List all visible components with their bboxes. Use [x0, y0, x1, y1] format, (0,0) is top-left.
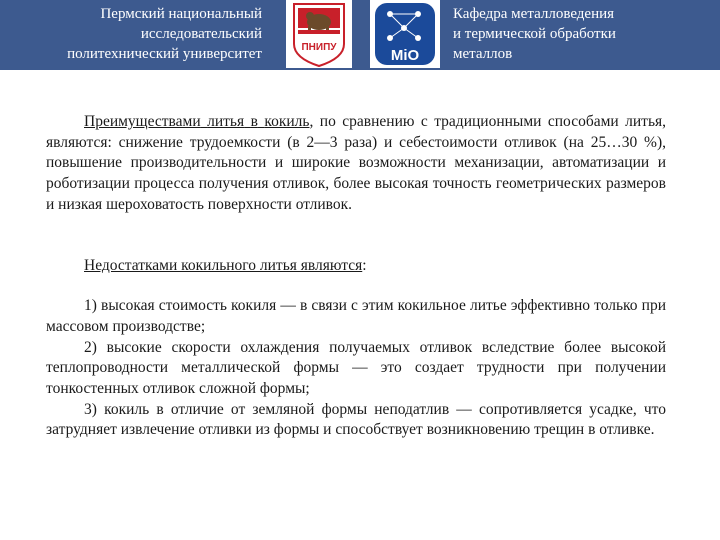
advantages-term-3: в [250, 113, 258, 130]
advantages-term-1: Преимуществами [84, 113, 201, 130]
advantages-term-4: кокиль [264, 113, 310, 130]
disadvantages-heading [46, 256, 666, 277]
department-name [453, 4, 713, 64]
department-name-line: Кафедра металловедения [453, 6, 615, 22]
university-name [0, 4, 262, 64]
slide-body [46, 112, 666, 441]
advantages-text: , по сравнению с традиционными способами литья, являются: снижение трудоемкости (в 2—3 раза) и себестоимости отливок (на 25…30 %), повышение производительности и широкие возможности механизации, автоматизации и роботизации процесса получения отливок, более высокая точность геометрических размеров и низкая шероховатость поверхности отливок. [46, 113, 667, 213]
pnipu-logo [286, 0, 352, 68]
university-name-line: исследовательский [140, 26, 262, 42]
mio-logo-text: MiO [390, 47, 420, 64]
university-name-line: политехнический университет [67, 46, 262, 62]
department-name-line: и термической обработки [453, 26, 616, 42]
pnipu-logo-text: ПНИПУ [301, 42, 337, 53]
advantages-term-2: литья [207, 113, 245, 130]
disadvantage-item-2: 2) высокие скорости охлаждения получаемых отливок вследствие более высокой теплопроводности металлической формы — это создает трудности при получении тонкостенных отливок сложной формы; [46, 338, 666, 398]
disadvantages-term: Недостатками кокильного литья являются [84, 256, 363, 274]
disadvantage-item-3: 3) кокиль в отличие от земляной формы неподатлив — сопротивляется усадке, что затрудняет извлечение отливки из формы и способствует возникновению трещин в отливке. [46, 400, 666, 439]
slide-header [0, 0, 720, 70]
university-name-line: Пермский национальный [100, 6, 262, 22]
disadvantage-item-1: 1) высокая стоимость кокиля — в связи с этим кокильное литье эффективно только при массовом производстве; [46, 297, 666, 335]
advantages-paragraph [46, 112, 666, 216]
mio-logo [370, 0, 440, 68]
department-name-line: металлов [453, 46, 513, 62]
disadvantages-colon: : [362, 256, 367, 274]
